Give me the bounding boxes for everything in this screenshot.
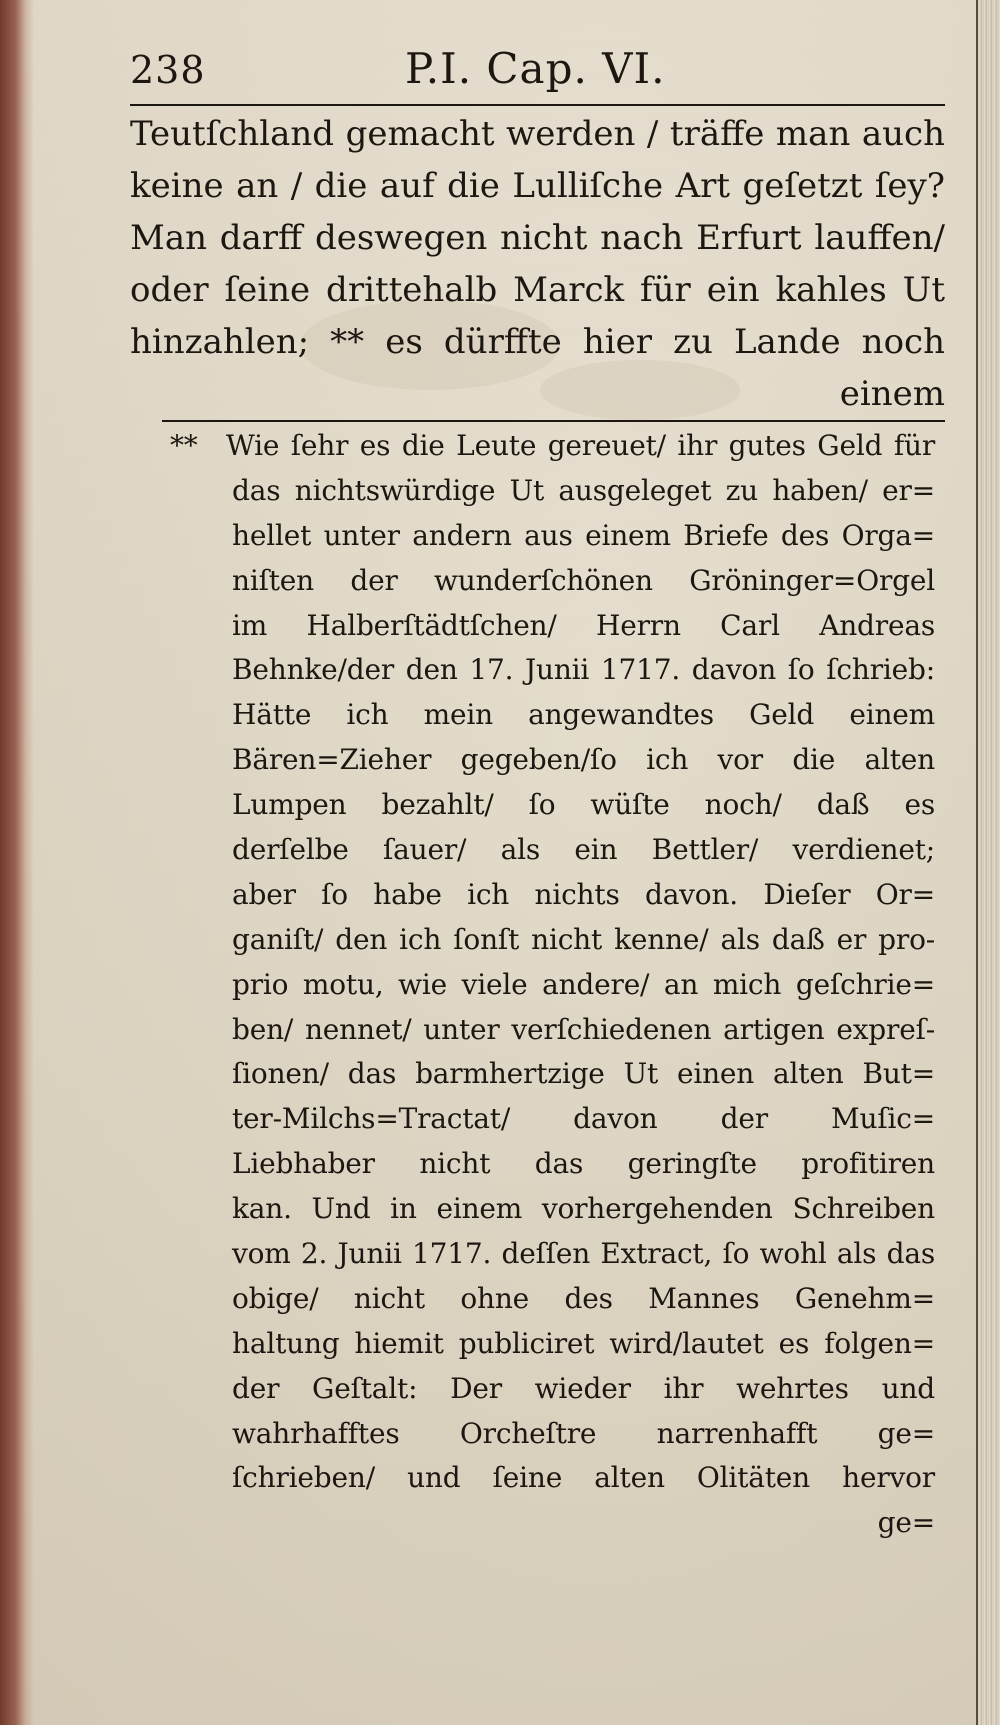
footnote-line: Behnke/der den 17. Junii 1717. davon ſo ſchrieb: [232, 653, 935, 687]
footnote-marker: ** [170, 429, 198, 462]
footnote-line: ſionen/ das barmhertzige Ut einen alten But= [232, 1057, 935, 1091]
catchword: ge= [877, 1506, 935, 1540]
body-line: Man darff deswegen nicht nach Erfurt lauffen/ [130, 218, 945, 258]
footnote-line: kan. Und in einem vorhergehenden Schreiben [232, 1192, 935, 1226]
footnote-line: ſchrieben/ und ſeine alten Olitäten hervor [232, 1461, 935, 1495]
footnote-line: aber ſo habe ich nichts davon. Dieſer Or= [232, 877, 935, 911]
footnote [170, 424, 935, 1546]
footnote-line: das nichtswürdige Ut ausgeleget zu haben/ er= [232, 473, 935, 507]
footnote-line: prio motu, wie viele andere/ an mich geſchrie= [232, 967, 935, 1001]
footnote-line: niſten der wunderſchönen Gröninger=Orgel [232, 563, 935, 597]
body-line: keine an / die auf die Lulliſche Art geſetzt ſey? [130, 166, 945, 206]
page-header [130, 40, 920, 100]
footnote-line: obige/ nicht ohne des Mannes Genehm= [232, 1281, 935, 1315]
running-head: P.I. Cap. VI. [405, 44, 666, 93]
footnote-line: wahrhafftes Orcheſtre narrenhafft ge= [232, 1416, 935, 1450]
body-line: oder ſeine drittehalb Marck für ein kahles Ut [130, 270, 945, 310]
footnote-line: vom 2. Junii 1717. deſſen Extract, ſo wohl als das [232, 1237, 935, 1271]
footnote-line: Lumpen bezahlt/ ſo wüſte noch/ daß es [232, 788, 935, 822]
binding-gutter [0, 0, 34, 1725]
page-number: 238 [130, 48, 206, 92]
page-edge [976, 0, 1000, 1725]
footnote-line: Hätte ich mein angewandtes Geld einem [232, 698, 935, 732]
footnote-line [170, 424, 935, 469]
footnote-line: derſelbe ſauer/ als ein Bettler/ verdienet; [232, 833, 935, 867]
footnote-rule [162, 420, 945, 422]
footnote-line: Bären=Zieher gegeben/ſo ich vor die alten [232, 743, 935, 777]
footnote-line: im Halberſtädtſchen/ Herrn Carl Andreas [232, 608, 935, 642]
footnote-line: ben/ nennet/ unter verſchiedenen artigen expreſ- [232, 1012, 935, 1046]
body-line: Teutſchland gemacht werden / träffe man auch [130, 114, 945, 154]
catchword: einem [839, 374, 945, 414]
footnote-line-text: Wie ſehr es die Leute gereuet/ ihr gutes Geld für [226, 429, 935, 462]
body-text [130, 108, 945, 420]
footnote-line: ganiſt/ den ich ſonſt nicht kenne/ als daß er pro- [232, 922, 935, 956]
footnote-line: Liebhaber nicht das geringſte profitiren [232, 1147, 935, 1181]
footnote-line: haltung hiemit publiciret wird/lautet es folgen= [232, 1326, 935, 1360]
footnote-line: der Geſtalt: Der wieder ihr wehrtes und [232, 1371, 935, 1405]
footnote-line: hellet unter andern aus einem Briefe des Orga= [232, 518, 935, 552]
footnote-line: ter-Milchs=Tractat/ davon der Muſic= [232, 1102, 935, 1136]
header-rule [130, 104, 945, 106]
body-line: hinzahlen; ** es dürffte hier zu Lande noch [130, 322, 945, 362]
